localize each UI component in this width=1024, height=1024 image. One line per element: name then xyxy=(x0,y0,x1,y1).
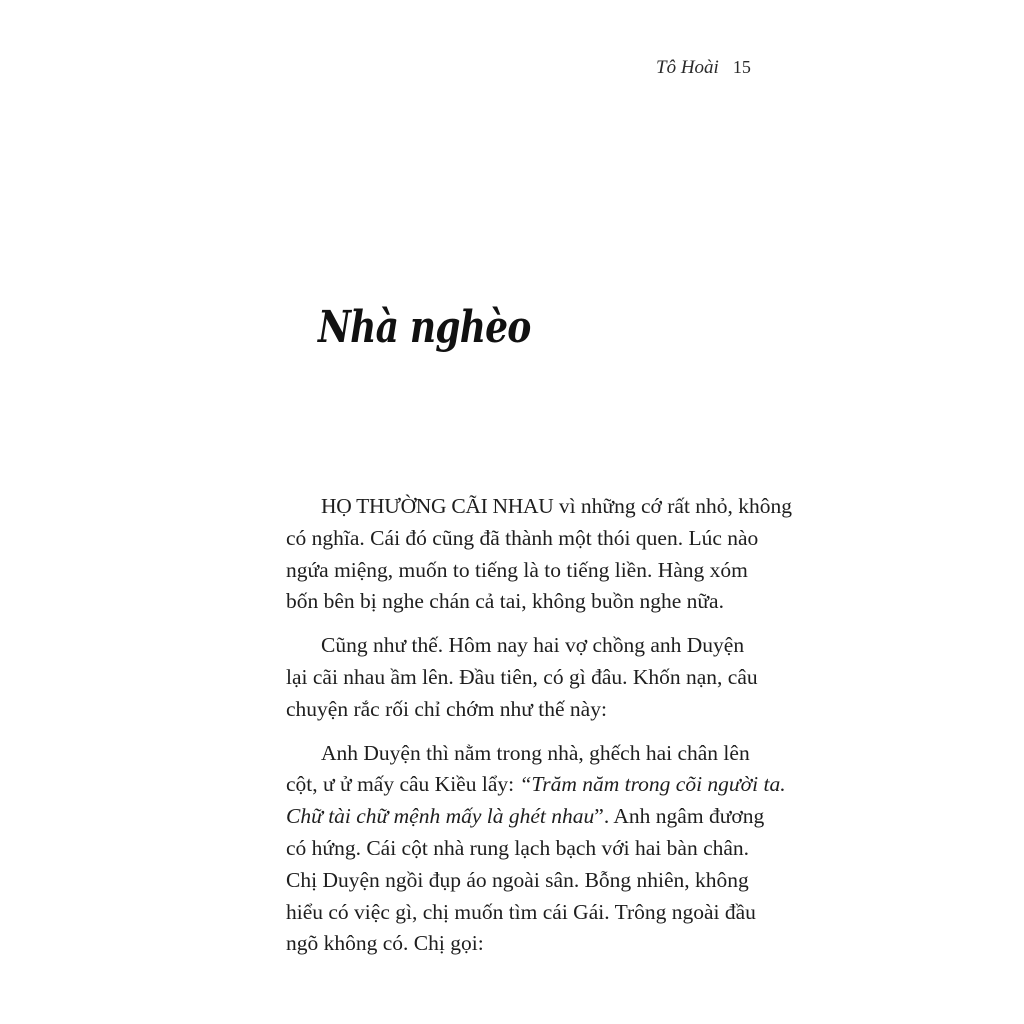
paragraph xyxy=(286,630,786,725)
line-text: ”. Anh ngâm đương xyxy=(594,804,765,829)
text-line: ngõ không có. Chị gọi: xyxy=(286,931,484,956)
text-line: Chị Duyện ngồi đụp áo ngoài sân. Bỗng nhiên, không xyxy=(286,867,749,892)
paragraph xyxy=(286,491,793,618)
text-line: có hứng. Cái cột nhà rung lạch bạch với hai bàn chân. xyxy=(286,835,750,860)
quoted-verse: “Trăm năm trong cõi người ta. xyxy=(519,772,786,797)
text-line: lại cãi nhau ầm lên. Đầu tiên, có gì đâu. Khốn nạn, câu xyxy=(286,664,758,689)
running-header xyxy=(640,57,780,79)
page-number: 15 xyxy=(732,57,751,77)
quoted-verse: Chữ tài chữ mệnh mấy là ghét nhau xyxy=(286,804,595,829)
line-text: cột, ư ử mấy câu Kiều lẩy: xyxy=(286,772,520,797)
line-text: vì những cớ rất nhỏ, không xyxy=(553,494,793,518)
text-line: chuyện rắc rối chỉ chớm như thế này: xyxy=(286,696,607,721)
text-line: có nghĩa. Cái đó cũng đã thành một thói quen. Lúc nào xyxy=(286,525,759,550)
paragraph xyxy=(286,738,786,961)
chapter-body xyxy=(286,491,793,960)
text-line xyxy=(286,801,786,833)
chapter-title: Nhà nghèo xyxy=(318,302,531,353)
text-line: ngứa miệng, muốn to tiếng là to tiếng liền. Hàng xóm xyxy=(286,557,748,582)
text-line: Anh Duyện thì nằm trong nhà, ghếch hai chân lên xyxy=(321,740,750,765)
text-line xyxy=(286,769,786,801)
header-author: Tô Hoài xyxy=(656,57,719,78)
text-line xyxy=(286,491,793,523)
text-line: bốn bên bị nghe chán cả tai, không buồn nghe nữa. xyxy=(286,589,724,614)
opening-caps: HỌ THƯỜNG CÃI NHAU xyxy=(321,494,554,518)
text-line: Cũng như thế. Hôm nay hai vợ chồng anh Duyện xyxy=(321,633,745,658)
text-line: hiểu có việc gì, chị muốn tìm cái Gái. Trông ngoài đầu xyxy=(286,899,756,924)
